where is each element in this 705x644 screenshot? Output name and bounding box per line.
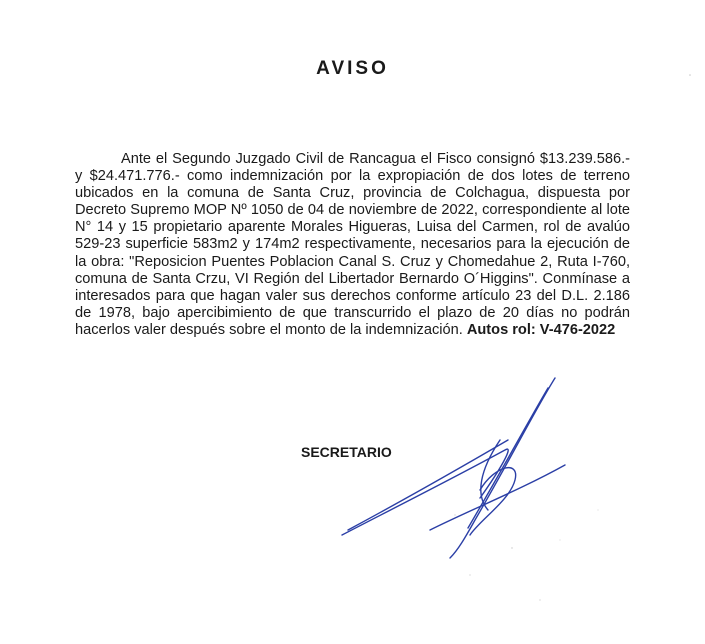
notice-body-text: Ante el Segundo Juzgado Civil de Rancagua el Fisco consignó $13.239.586.- y $24.471.776.- como indemnización por la expropiación de dos lotes de terreno ubicados en la comuna de Santa Cruz, provincia de Colchagua, dispuesta por Decreto Supremo MOP Nº 1050 de 04 de noviembre de 2022, correspondiente al lote N° 14 y 15 propietario aparente Morales Higueras, Luisa del Carmen, rol de avalúo 529-23 superficie 583m2 y 174m2 respectivamente, necesarios para la ejecución de la obra: "Reposicion Puentes Poblacion Canal S. Cruz y Chomedahue 2, Ruta I-760, comuna de Santa Crzu, VI Región del Libertador Bernardo O´Higgins". Conmínase a interesados para que hagan valer sus derechos conforme artículo 23 del D.L. 2.186 de 1978, bajo apercibimiento de que transcurrido el plazo de 20 días no podrán hacerlos valer después sobre el monto de la indemnización.: [75, 151, 630, 338]
signature-label: SECRETARIO: [301, 444, 392, 460]
case-reference: Autos rol: V-476-2022: [466, 321, 616, 338]
notice-title: AVISO: [316, 58, 389, 79]
